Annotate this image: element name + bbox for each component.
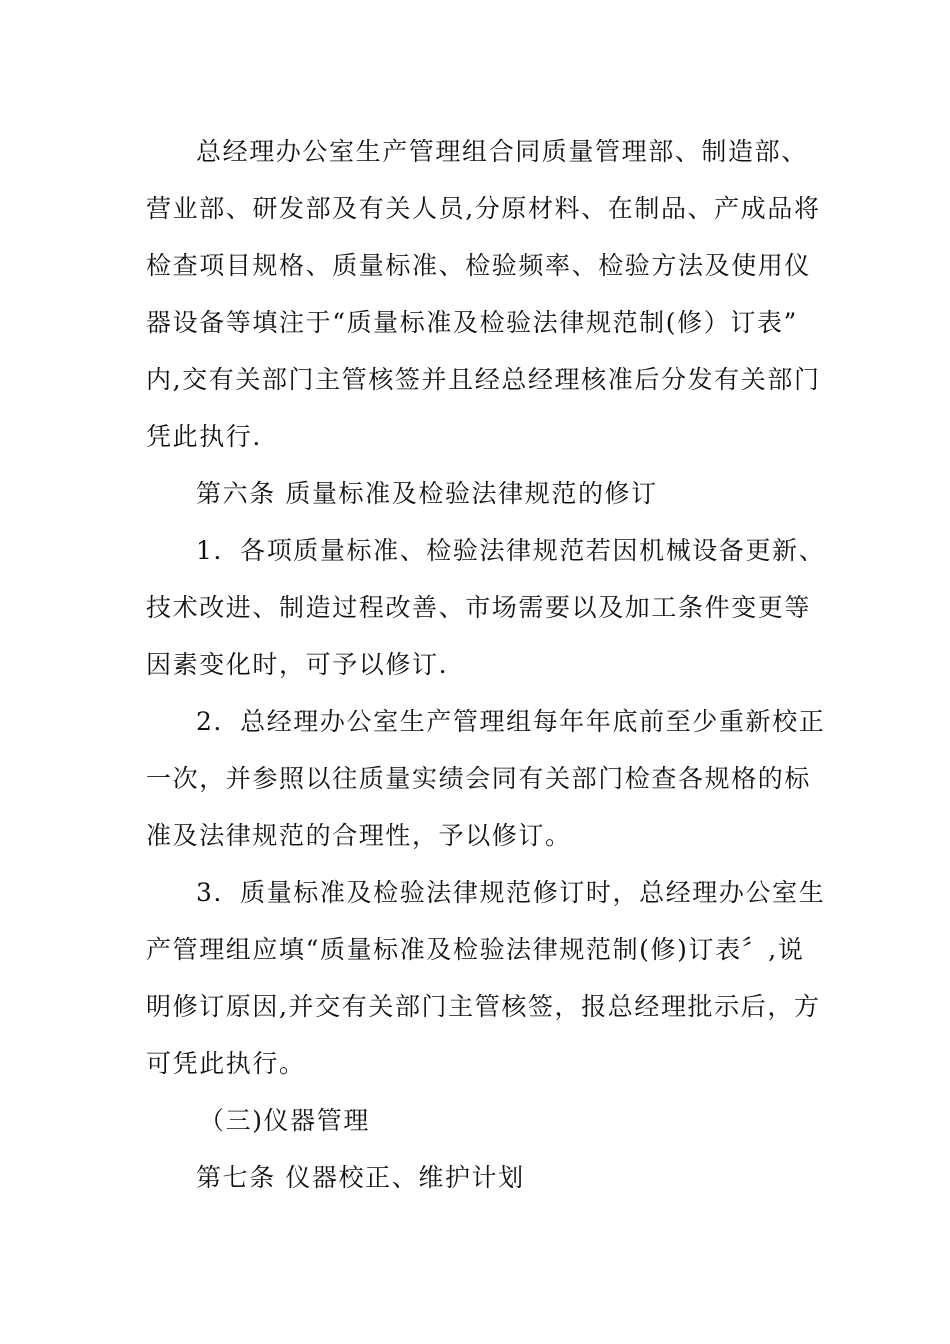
text-line: 器设备等填注于“质量标准及检验法律规范制(修）订表” bbox=[146, 308, 798, 337]
text-line: 产管理组应填“质量标准及检验法律规范制(修)订表〞,说 bbox=[146, 935, 805, 964]
section-heading: （三)仪器管理 bbox=[199, 1106, 370, 1135]
text-line: 营业部、研发部及有关人员,分原材料、在制品、产成品将 bbox=[146, 194, 821, 223]
text-line: 技术改进、制造过程改善、市场需要以及加工条件变更等 bbox=[146, 593, 812, 622]
text-line: 准及法律规范的合理性，予以修订。 bbox=[146, 821, 572, 850]
text-line: 检查项目规格、质量标准、检验频率、检验方法及使用仪 bbox=[146, 251, 812, 280]
text-line: 因素变化时，可予以修订. bbox=[146, 650, 449, 679]
text-line: 内,交有关部门主管核签并且经总经理核准后分发有关部门 bbox=[146, 365, 821, 394]
text-line: 凭此执行. bbox=[146, 422, 262, 451]
section-heading: 第七条 仪器校正、维护计划 bbox=[196, 1163, 525, 1192]
text-line: 一次，并参照以往质量实绩会同有关部门检查各规格的标 bbox=[146, 764, 812, 793]
text-line: 2．总经理办公室生产管理组每年年底前至少重新校正 bbox=[196, 707, 826, 736]
text-line: 3．质量标准及检验法律规范修订时，总经理办公室生 bbox=[196, 878, 826, 907]
text-line: 总经理办公室生产管理组合同质量管理部、制造部、 bbox=[196, 137, 808, 166]
text-line: 可凭此执行。 bbox=[146, 1049, 306, 1078]
text-line: 明修订原因,并交有关部门主管核签，报总经理批示后，方 bbox=[146, 992, 821, 1021]
text-line: 1．各项质量标准、检验法律规范若因机械设备更新、 bbox=[196, 536, 826, 565]
section-heading: 第六条 质量标准及检验法律规范的修订 bbox=[196, 479, 658, 508]
